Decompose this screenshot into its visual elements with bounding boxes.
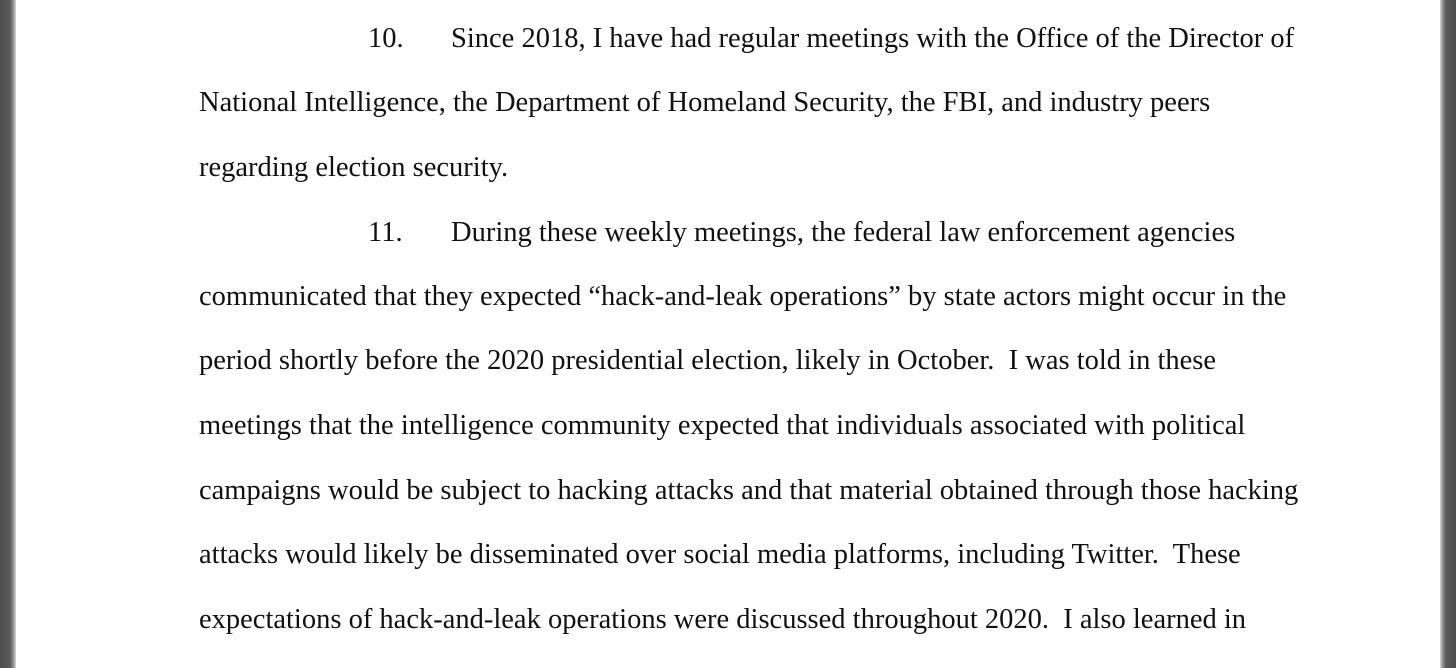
paragraph-11-line-3: period shortly before the 2020 presidential election, likely in October. I was told in these <box>199 345 1217 376</box>
paragraph-10-line-1 <box>368 22 1294 56</box>
viewer-left-edge <box>0 0 16 668</box>
paragraph-10-line-2: National Intelligence, the Department of Homeland Security, the FBI, and industry peers <box>199 87 1211 118</box>
paragraph-11-line-5: campaigns would be subject to hacking attacks and that material obtained through those hacking <box>199 475 1299 506</box>
paragraph-11-line-4: meetings that the intelligence community expected that individuals associated with political <box>199 410 1246 441</box>
paragraph-number-10: 10. <box>368 23 404 54</box>
paragraph-10-line-1-text: Since 2018, I have had regular meetings with the Office of the Director of <box>451 23 1295 54</box>
paragraph-11-line-7: expectations of hack-and-leak operations were discussed throughout 2020. I also learned in <box>199 604 1247 635</box>
viewer-right-edge <box>1440 0 1456 668</box>
paragraph-11-line-2: communicated that they expected “hack-and-leak operations” by state actors might occur in the <box>199 281 1287 312</box>
paragraph-11-line-1-text: During these weekly meetings, the federal law enforcement agencies <box>451 217 1236 248</box>
paragraph-11-line-1 <box>368 216 1235 250</box>
document-page <box>16 0 1440 668</box>
paragraph-10-line-3: regarding election security. <box>199 152 509 183</box>
paragraph-11-line-6: attacks would likely be disseminated over social media platforms, including Twitter. These <box>199 539 1241 570</box>
paragraph-number-11: 11. <box>368 217 403 248</box>
